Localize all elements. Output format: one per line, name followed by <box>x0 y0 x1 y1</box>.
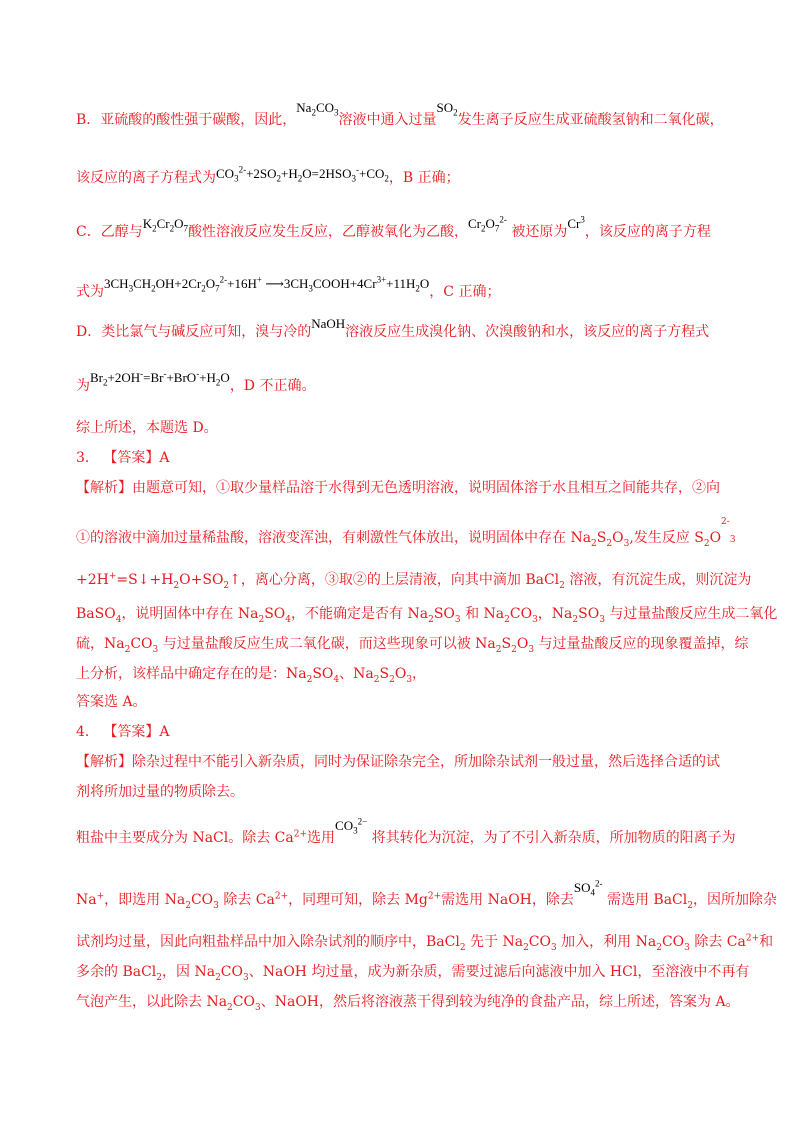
formula-na2co3: $Na_2CO_3$ <box>296 100 339 118</box>
q3-analysis-line-1: 【解析】由题意可知，①取少量样品溶于水得到无色透明溶液，说明固体溶于水且相互之间能共存，②向 <box>76 480 720 496</box>
summary-line: 综上所述，本题选 D。 <box>76 420 218 436</box>
option-c-line-2: 式为$3CH_3CH_2OH+2Cr_2O_7^{2-}+16H^+$ $⟶3CH_3COOH+4Cr^{3+}+11H_2O$，C 正确； <box>76 274 501 300</box>
q4-analysis-line-2: 剂将所加过量的物质除去。 <box>76 784 244 800</box>
q3-analysis-line-3: $+2H^+=S↓+H_2O+SO_2↑$，离心分离，③取②的上层清液，向其中滴加 BaCl$_2$ 溶液，有沉淀生成，则沉淀为 <box>76 571 752 591</box>
formula-c-equation: $3CH_3CH_2OH+2Cr_2O_7^{2-}+16H^+$ $⟶3CH_3COOH+4Cr^{3+}+11H_2O$ <box>104 274 430 294</box>
q3-analysis-line-5: 硫，$Na_2CO_3$ 与过量盐酸反应生成二氧化碳，而这些现象可以被 $Na_2S_2O_3$ 与过量盐酸反应的现象覆盖掉，综 <box>76 636 749 655</box>
formula-cr2o7: $Cr_2O_7^{2-}$ <box>468 214 507 234</box>
option-b-line-1: B．亚硫酸的酸性强于碳酸，因此，$Na_2CO_3$溶液中通入过量$SO_2$发生离子反应生成亚硫酸氢钠和二氧化碳， <box>76 100 724 128</box>
formula-cr3: Cr$^3$ <box>567 214 585 231</box>
q3-analysis-line-2: ①的溶液中滴加过量稀盐酸，溶液变浑浊，有刺激性气体放出，说明固体中存在 $Na_2S_2O_3$,发生反应 $S_2O^{^{2-}}3$ <box>76 517 736 549</box>
formula-k2cr2o7: $K_2Cr_2O_7$ <box>142 216 188 234</box>
option-b-line-2: 该反应的离子方程式为$CO_3^{2-}+2SO_2+H_2O=2HSO_3^-+CO_2$，B 正确； <box>76 164 460 186</box>
formula-d-equation: $Br_2+2OH^-=Br^-+BrO^-+H_2O$ <box>90 368 230 388</box>
q4-analysis-line-5: 试剂均过量，因此向粗盐样品中加入除杂试剂的顺序中，BaCl$_2$ 先于 $Na_2CO_3$ 加入，利用 $Na_2CO_3$ 除去 $Ca^{2+}$和 <box>76 933 774 953</box>
option-c-line-1: C．乙醇与$K_2Cr_2O_7$酸性溶液反应发生反应，乙醇被氧化为乙酸，$Cr_2O_7^{2-}$ 被还原为Cr$^3$，该反应的离子方程 <box>76 214 711 240</box>
q4-analysis-line-4: Na+，即选用 $Na_2CO_3$ 除去 $Ca^{2+}$，同理可知，除去 $Mg^{2+}$需选用 NaOH，除去$SO_4^{2-}$ 需选用 BaCl$_2$，因所加除杂 <box>76 878 777 911</box>
formula-so2: $SO_2$ <box>436 100 458 118</box>
q3-analysis-line-4: BaSO$_4$，说明固体中存在 $Na_2SO_4$，不能确定是否有 $Na_2SO_3$ 和 $Na_2CO_3$，$Na_2SO_3$ 与过量盐酸反应生成二氧化 <box>76 606 778 625</box>
q4-analysis-line-3: 粗盐中主要成分为 NaCl。除去 $Ca^{2+}$选用$CO_3^{2-}$ 将其转化为沉淀，为了不引入新杂质，所加物质的阳离子为 <box>76 816 736 846</box>
q3-analysis-line-6: 上分析，该样品中确定存在的是：$Na_2SO_4$、$Na_2S_2O_3$， <box>76 666 427 685</box>
q3-answer-line: 答案选 A。 <box>76 694 147 710</box>
q4-analysis-line-1: 【解析】除杂过程中不能引入新杂质，同时为保证除杂完全，所加除杂试剂一般过量，然后选择合适的试 <box>76 754 720 770</box>
q3-answer-title: 3． 【答案】A <box>76 450 170 466</box>
option-d-line-1: D．类比氯气与碱反应可知，溴与冷的NaOH溶液反应生成溴化钠、次溴酸钠和水，该反应的离子方程式 <box>76 316 710 340</box>
formula-co3: $CO_3^{2-}$ <box>335 816 368 836</box>
formula-naoh: NaOH <box>311 316 346 331</box>
q4-analysis-line-7: 气泡产生，以此除去 $Na_2CO_3$、NaOH，然后将溶液蒸干得到较为纯净的食盐产品，综上所述，答案为 A。 <box>76 994 740 1013</box>
q4-analysis-line-6: 多余的 BaCl$_2$，因 $Na_2CO_3$、NaOH 均过量，成为新杂质，需要过滤后向滤液中加入 HCl，至溶液中不再有 <box>76 964 750 983</box>
formula-b-equation: $CO_3^{2-}+2SO_2+H_2O=2HSO_3^-+CO_2$ <box>216 164 389 184</box>
q4-answer-title: 4． 【答案】A <box>76 724 170 740</box>
formula-so4: $SO_4^{2-}$ <box>573 878 603 898</box>
option-d-line-2: 为$Br_2+2OH^-=Br^-+BrO^-+H_2O$，D 不正确。 <box>76 368 316 394</box>
